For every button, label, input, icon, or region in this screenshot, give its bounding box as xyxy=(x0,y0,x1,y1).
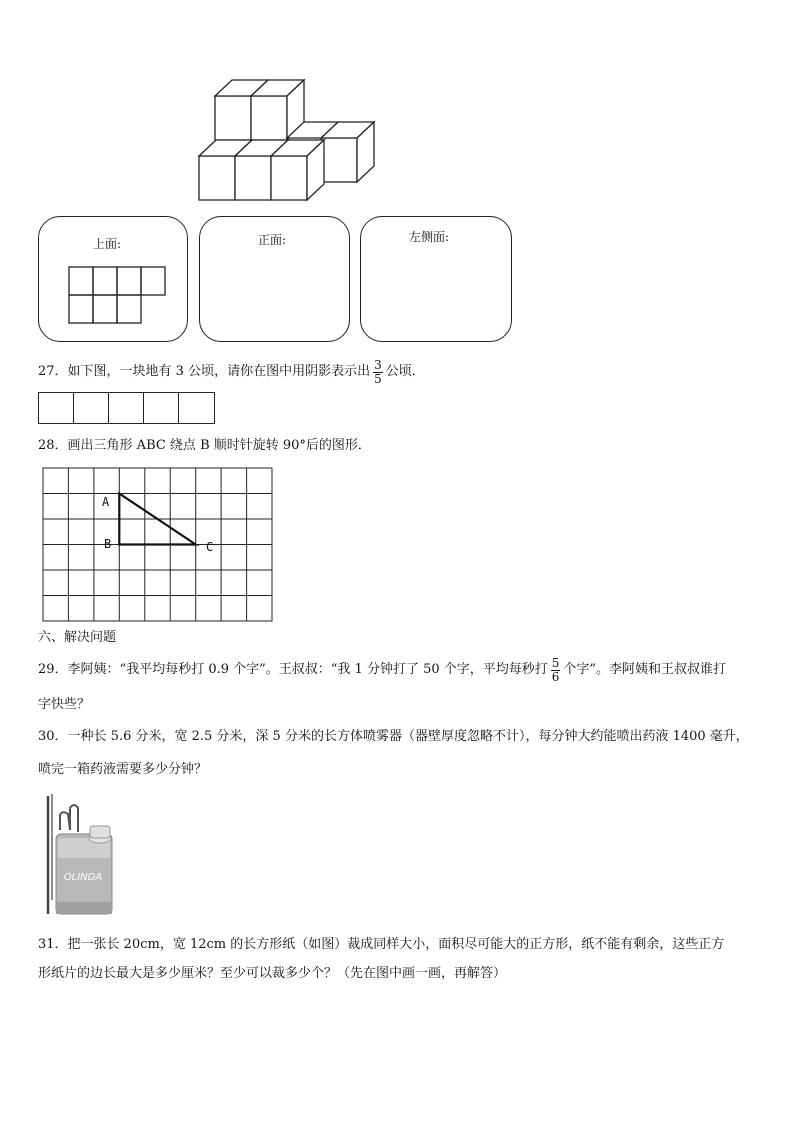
q29-frac-num: 5 xyxy=(551,655,560,670)
strip-cell[interactable] xyxy=(179,393,214,423)
front-view-box xyxy=(199,216,350,342)
front-view-label: 正面: xyxy=(258,233,287,247)
section-heading: 六、解决问题 xyxy=(38,630,117,645)
q29-fraction xyxy=(551,657,561,684)
question-29 xyxy=(38,652,726,688)
sprayer-image xyxy=(40,790,120,920)
point-c-label: C xyxy=(206,540,214,554)
rotation-grid[interactable] xyxy=(42,467,274,623)
question-28: 28．画出三角形 ABC 绕点 B 顺时针旋转 90°后的图形． xyxy=(38,438,371,453)
question-30-line2: 喷完一箱药液需要多少分钟？ xyxy=(38,762,208,777)
strip-cell[interactable] xyxy=(144,393,179,423)
q27-frac-den: 5 xyxy=(374,371,382,386)
point-a-label: A xyxy=(102,495,110,509)
question-31-line1: 31．把一张长 20cm，宽 12cm 的长方形纸（如图）裁成同样大小，面积尽可能大的正方形，纸不能有剩余，这些正方 xyxy=(38,937,725,952)
q27-text-before: 27．如下图，一块地有 3 公顷，请你在图中用阴影表示出 xyxy=(38,364,371,379)
top-view-label: 上面: xyxy=(93,237,122,251)
top-view-grid xyxy=(67,265,169,327)
q29-frac-den: 6 xyxy=(551,669,560,684)
stacked-cubes-figure xyxy=(195,76,380,204)
left-view-box xyxy=(360,216,512,342)
q27-frac-num: 3 xyxy=(374,357,382,372)
point-b-label: B xyxy=(104,537,112,551)
q27-fraction xyxy=(373,359,383,386)
strip-cell[interactable] xyxy=(39,393,74,423)
question-30-line1: 30．一种长 5.6 分米，宽 2.5 分米，深 5 分米的长方体喷雾器（器壁厚度忽略不计），每分钟大约能喷出药液 1400 毫升， xyxy=(38,729,749,744)
strip-cell[interactable] xyxy=(109,393,144,423)
sprayer-brand: OLINDA xyxy=(63,872,103,883)
q29-text-after: 个字”。李阿姨和王叔叔谁打 xyxy=(563,662,727,677)
land-strip[interactable] xyxy=(38,392,215,424)
q29-text-before: 29．李阿姨：“我平均每秒打 0.9 个字”。王叔叔：“我 1 分钟打了 50 个字，平均每秒打 xyxy=(38,662,548,677)
question-31-line2: 形纸片的边长最大是多少厘米？至少可以裁多少个？（先在图中画一画，再解答） xyxy=(38,966,507,981)
top-view-box xyxy=(38,216,188,342)
question-27 xyxy=(38,356,425,388)
q27-text-after: 公顷． xyxy=(385,364,425,379)
q29-line2: 字快些？ xyxy=(38,697,91,712)
left-view-label: 左侧面: xyxy=(409,230,450,244)
strip-cell[interactable] xyxy=(74,393,109,423)
